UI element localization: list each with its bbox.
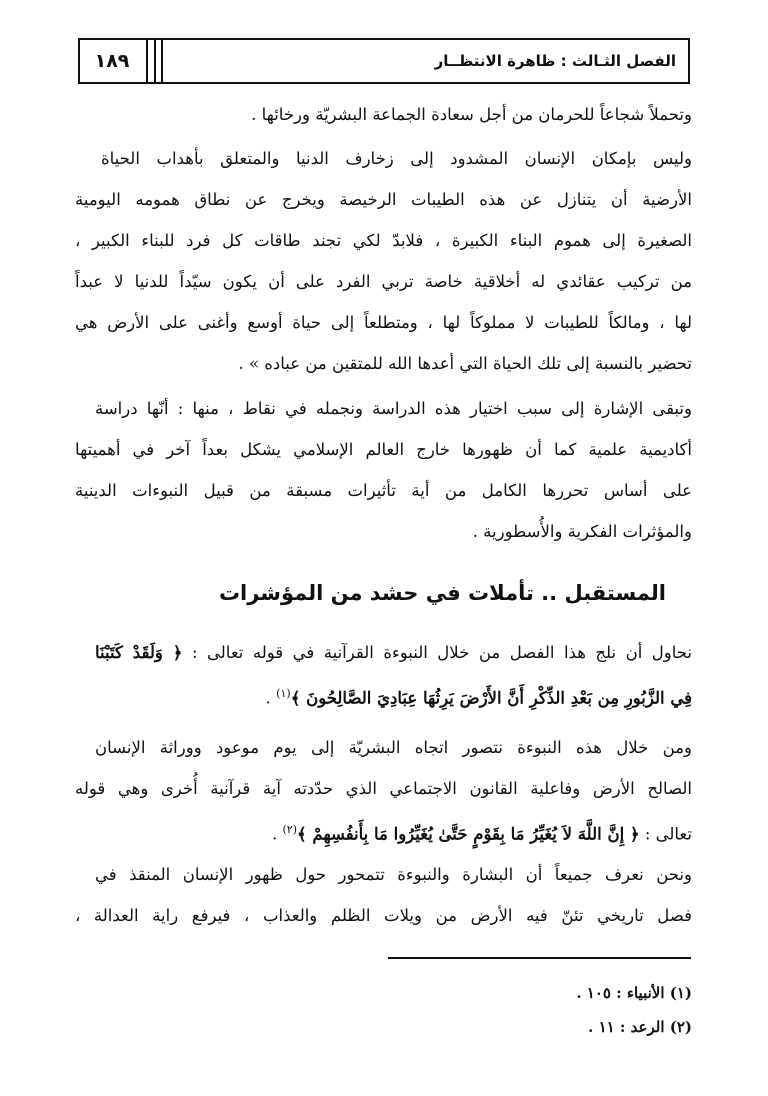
section-heading: المستقبل .. تأملات في حشد من المؤشرات	[218, 581, 666, 605]
text-segment: تعالى :	[639, 824, 692, 844]
footnote-ref: (٢)	[282, 823, 297, 836]
header-divider	[161, 38, 163, 84]
text-line: ومن خلال هذه النبوءة نتصور اتجاه البشريّة إلى يوم موعود ووراثة الإنسان	[95, 738, 692, 757]
page-number: ١٨٩	[78, 38, 148, 84]
text-line: فصل تاريخي تئنّ فيه الأرض من ويلات الظلم والعذاب ، فيرفع راية العدالة ،	[75, 906, 692, 925]
text-line	[75, 818, 692, 847]
running-head: الفصل الثـالث : ظاهرة الانتظــار	[434, 52, 676, 70]
text-line: وليس بإمكان الإنسان المشدود إلى زخارف الدنيا والمتعلق بأهداب الحياة	[101, 149, 692, 168]
text-line: الصالح الأرض وفاعلية القانون الاجتماعي الذي حدّدته آية قرآنية أُخرى وهي قوله	[75, 779, 692, 798]
text-segment: .	[271, 824, 283, 844]
text-line: على أساس تحررها الكامل من أية تأثيرات مسبقة من قبيل النبوءات الدينية	[75, 481, 692, 500]
text-line: ونحن نعرف جميعاً أن البشارة والنبوءة تتمحور حول ظهور الإنسان المنقذ في	[95, 865, 692, 884]
quran-quote: فِي الزَّبُورِ مِن بَعْدِ الذِّكْرِ أَنَّ الأَرْضَ يَرِثُهَا عِبَادِيَ الصَّالِحُونَ ﴾	[290, 688, 692, 708]
header-divider	[154, 38, 156, 84]
footnote: (١) الأنبياء : ١٠٥ .	[576, 984, 692, 1002]
text-segment: .	[265, 688, 277, 708]
footnote-divider	[388, 957, 691, 959]
quran-quote: ﴿ وَلَقَدْ كَتَبْنَا	[95, 643, 183, 662]
text-line: أكاديمية علمية كما أن ظهورها خارج العالم الإسلامي يشكل بعداً آخر في أهميتها	[75, 440, 692, 459]
text-line	[75, 682, 692, 711]
text-segment: نحاول أن نلج هذا الفصل من خلال النبوءة القرآنية في قوله تعالى :	[191, 643, 692, 662]
text-line: تحضير بالنسبة إلى تلك الحياة التي أعدها الله للمتقين من عباده » .	[238, 354, 692, 373]
text-line: وتبقى الإشارة إلى سبب اختيار هذه الدراسة ونجمله في نقاط ، منها : أنّها دراسة	[95, 399, 692, 418]
text-line: لها ، ومالكاً للطيبات لا مملوكاً لها ، ومتطلعاً إلى حياة أوسع وأغنى على الأرض هي	[75, 313, 692, 332]
text-line: الصغيرة إلى هموم البناء الكبيرة ، فلابدّ لكي تجند طاقات كل فرد للبناء الكبير ،	[75, 231, 692, 250]
text-line	[95, 641, 692, 665]
text-line: الأرضية أن يتنازل عن هذه الطيبات الرخيصة ويخرج عن نطاق همومه اليومية	[75, 190, 692, 209]
text-line: من تركيب عقائدي له أخلاقية خاصة تربي الفرد على أن يكون سيّداً للدنيا لا عبداً	[75, 272, 692, 291]
text-line: والمؤثرات الفكرية والأُسطورية .	[472, 522, 692, 541]
page-header	[78, 38, 690, 84]
quran-quote: ﴿ إِنَّ اللَّهَ لاَ يُغَيِّرُ مَا بِقَوْمٍ حَتَّىٰ يُغَيِّرُوا مَا بِأَنفُسِهِمْ ﴾	[296, 824, 640, 844]
footnote-ref: (١)	[276, 687, 291, 700]
text-line: وتحملاً شجاعاً للحرمان من أجل سعادة الجماعة البشريّة ورخائها .	[251, 105, 692, 124]
footnote: (٢) الرعد : ١١ .	[588, 1018, 692, 1036]
